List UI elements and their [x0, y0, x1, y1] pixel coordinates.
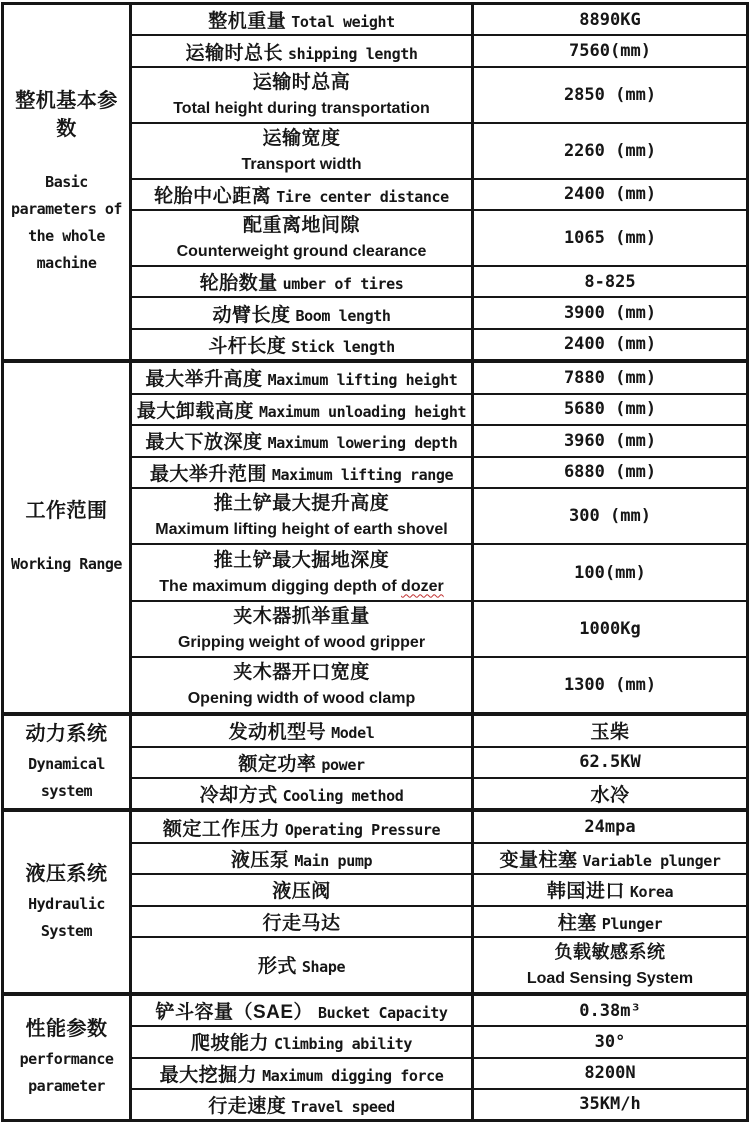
table-row — [132, 600, 746, 656]
param-name-zh: 夹木器开口宽度 — [233, 662, 370, 684]
param-value-text: 2400 (mm) — [563, 334, 657, 355]
param-value-line — [547, 876, 673, 903]
param-value-text: 5680 (mm) — [563, 399, 657, 420]
param-value-en: Variable plunger — [582, 852, 721, 871]
param-name-line — [146, 364, 458, 391]
param-name-en: umber of tires — [282, 275, 404, 294]
table-row — [132, 1057, 746, 1088]
section-rows — [132, 363, 746, 712]
param-name-en: Shape — [301, 958, 346, 977]
param-value-cell — [474, 395, 746, 425]
param-name-en: Gripping weight of wood gripper — [177, 633, 426, 651]
param-name-zh: 发动机型号 — [228, 722, 327, 744]
table-row — [132, 873, 746, 904]
param-value-line — [590, 717, 629, 744]
param-name-en: Opening width of wood clamp — [187, 690, 416, 708]
table-row — [132, 487, 746, 543]
param-name-cell — [132, 658, 474, 712]
category-cell — [4, 996, 132, 1119]
table-row — [132, 543, 746, 599]
param-name-en: Maximum lifting height of earth shovel — [155, 521, 448, 539]
param-name-cell — [132, 180, 474, 209]
param-value-cell — [474, 748, 746, 777]
param-name-zh: 运输时总长 — [185, 42, 284, 64]
param-name-en: Main pump — [294, 852, 373, 871]
table-row — [132, 812, 746, 841]
param-value-zh: 玉柴 — [590, 722, 630, 744]
param-name-cell — [132, 211, 474, 265]
table-row — [132, 424, 746, 456]
param-value-text: 100(mm) — [574, 562, 646, 583]
param-name-line — [155, 997, 447, 1024]
param-value-text: 35KM/h — [579, 1094, 641, 1115]
table-row — [132, 716, 746, 745]
param-name-cell — [132, 426, 474, 456]
param-name-en: Maximum lowering depth — [267, 434, 458, 453]
param-name-cell — [132, 545, 474, 599]
param-value-cell — [474, 1059, 746, 1088]
param-name-cell — [132, 267, 474, 296]
param-value-cell — [474, 996, 746, 1025]
param-value-cell — [474, 211, 746, 265]
table-row — [132, 656, 746, 712]
param-name-zh: 最大挖掘力 — [159, 1064, 258, 1086]
param-value-zh: 负载敏感系统 — [554, 941, 666, 962]
param-value-cell — [474, 267, 746, 296]
table-row — [132, 363, 746, 393]
param-name-zh: 运输时总高 — [252, 71, 351, 93]
param-value-cell — [474, 844, 746, 873]
param-name-en: Maximum unloading height — [258, 402, 467, 421]
param-name-cell — [132, 938, 474, 992]
param-name-zh: 额定功率 — [238, 753, 317, 775]
param-value-text: 300 (mm) — [569, 506, 651, 527]
param-name-en: Counterweight ground clearance — [176, 243, 427, 261]
category-cell — [4, 716, 132, 808]
param-name-zh: 液压阀 — [272, 881, 331, 903]
param-value-cell — [474, 658, 746, 712]
table-row — [132, 5, 746, 34]
param-value-cell — [474, 1090, 746, 1119]
param-name-zh: 最大举升高度 — [145, 369, 263, 391]
table-row — [132, 996, 746, 1025]
param-name-zh: 铲斗容量（SAE） — [155, 1002, 314, 1024]
spec-table — [1, 2, 749, 1122]
param-name-line — [208, 6, 395, 33]
param-name-line — [160, 1060, 444, 1087]
param-name-line — [272, 876, 331, 903]
param-name-zh: 夹木器抓举重量 — [233, 605, 370, 627]
param-name-cell — [132, 748, 474, 777]
param-name-zh: 整机重量 — [208, 11, 287, 33]
param-name-zh: 爬坡能力 — [190, 1033, 269, 1055]
category-cell — [4, 363, 132, 712]
param-name-line — [229, 717, 375, 744]
category-label-en: Working Range — [11, 555, 122, 574]
param-value-text: 30° — [594, 1031, 626, 1052]
param-value-zh: 韩国进口 — [546, 881, 625, 903]
param-name-cell — [132, 68, 474, 122]
param-value-text: 8890KG — [579, 9, 641, 30]
param-value-text: 2400 (mm) — [563, 184, 657, 205]
param-name-en: Total height during transportation — [173, 99, 430, 117]
param-name-en: Maximum digging force — [262, 1066, 444, 1085]
param-value-cell — [474, 298, 746, 327]
table-row — [132, 842, 746, 873]
param-name-zh: 最大卸载高度 — [136, 400, 254, 422]
param-name-cell — [132, 779, 474, 808]
param-name-en: Model — [331, 724, 375, 743]
section-rows — [132, 996, 746, 1119]
param-name-cell — [132, 844, 474, 873]
category-label-zh: 液压系统 — [25, 862, 108, 885]
param-name-zh: 液压泵 — [230, 850, 290, 872]
param-value-cell — [474, 426, 746, 456]
param-value-en: Load Sensing System — [526, 969, 694, 987]
category-label-en: Hydraulic System — [28, 894, 105, 940]
param-value-cell — [474, 875, 746, 904]
param-name-line — [213, 300, 391, 327]
param-value-text: 1065 (mm) — [563, 228, 657, 249]
category-cell — [4, 5, 132, 359]
param-name-line — [200, 780, 404, 807]
param-name-en: The maximum digging depth of dozer — [159, 577, 444, 595]
category-label-zh: 性能参数 — [25, 1018, 108, 1040]
param-value-text: 3960 (mm) — [563, 430, 657, 451]
param-name-zh: 形式 — [257, 956, 297, 978]
param-value-en: Plunger — [601, 914, 663, 933]
param-value-text: 8-825 — [584, 271, 636, 292]
param-value-cell — [474, 812, 746, 841]
param-name-en: Cooling method — [282, 787, 404, 806]
table-row — [132, 122, 746, 178]
category-label-zh: 动力系统 — [25, 722, 108, 745]
param-value-text: 3900 (mm) — [563, 303, 657, 324]
param-value-zh: 水冷 — [590, 785, 630, 807]
param-name-cell — [132, 298, 474, 327]
param-name-cell — [132, 330, 474, 359]
param-name-en: power — [321, 755, 365, 774]
table-row — [132, 1088, 746, 1119]
param-value-text: 0.38m³ — [579, 1000, 641, 1021]
param-name-cell — [132, 602, 474, 656]
param-value-cell — [474, 124, 746, 178]
param-name-en: Travel speed — [291, 1097, 395, 1116]
table-row — [132, 1025, 746, 1056]
param-name-zh: 最大下放深度 — [145, 432, 263, 454]
table-row — [132, 209, 746, 265]
param-name-cell — [132, 1059, 474, 1088]
param-value-line — [499, 845, 720, 872]
param-value-text: 2260 (mm) — [563, 140, 657, 161]
param-name-cell — [132, 1090, 474, 1119]
param-name-zh: 轮胎数量 — [199, 273, 278, 295]
param-value-text: 24mpa — [584, 817, 636, 838]
param-name-line — [231, 845, 372, 872]
param-name-zh: 冷却方式 — [199, 785, 278, 807]
param-name-zh: 运输宽度 — [262, 127, 341, 149]
table-row — [132, 66, 746, 122]
param-name-cell — [132, 996, 474, 1025]
param-name-en: Transport width — [241, 155, 362, 173]
table-row — [132, 905, 746, 936]
param-value-cell — [474, 907, 746, 936]
param-name-line — [163, 814, 440, 841]
param-value-cell — [474, 545, 746, 599]
param-value-cell — [474, 36, 746, 65]
param-name-zh: 行走速度 — [208, 1095, 287, 1117]
param-value-text: 8200N — [584, 1063, 636, 1084]
param-name-line — [191, 1028, 412, 1055]
param-value-cell — [474, 330, 746, 359]
param-name-line — [208, 331, 395, 358]
table-row — [132, 178, 746, 209]
param-value-en: Korea — [629, 883, 674, 902]
param-name-cell — [132, 5, 474, 34]
section-performance — [4, 992, 746, 1119]
category-label-en: Dynamical system — [28, 754, 105, 800]
section-basic-parameters — [4, 5, 746, 359]
category-label-zh: 整机基本参数 — [15, 90, 118, 141]
section-power-system — [4, 712, 746, 808]
param-value-cell — [474, 602, 746, 656]
param-value-cell — [474, 458, 746, 488]
table-row — [132, 328, 746, 359]
param-name-zh: 推土铲最大提升高度 — [213, 493, 390, 515]
param-name-line — [208, 1091, 395, 1118]
param-value-text: 7880 (mm) — [563, 367, 657, 388]
section-rows — [132, 716, 746, 808]
param-name-line — [258, 951, 345, 978]
param-name-en: Boom length — [295, 306, 391, 325]
param-value-line — [558, 908, 662, 935]
misspelled-word: dozer — [401, 577, 444, 595]
param-name-en: Maximum lifting range — [271, 465, 454, 484]
param-name-en: Total weight — [291, 13, 395, 32]
param-name-line — [154, 181, 449, 208]
param-name-en: Stick length — [291, 337, 395, 356]
param-name-cell — [132, 875, 474, 904]
param-name-cell — [132, 363, 474, 393]
param-name-cell — [132, 812, 474, 841]
param-value-text: 2850 (mm) — [563, 84, 657, 105]
param-name-cell — [132, 36, 474, 65]
param-name-en: shipping length — [288, 44, 418, 63]
param-name-zh: 动臂长度 — [212, 304, 291, 326]
param-value-cell — [474, 5, 746, 34]
section-hydraulic-system — [4, 808, 746, 992]
category-cell — [4, 812, 132, 992]
param-value-cell — [474, 938, 746, 992]
param-value-cell — [474, 180, 746, 209]
param-value-text: 7560(mm) — [569, 41, 651, 62]
param-value-text: 6880 (mm) — [563, 462, 657, 483]
param-name-zh: 推土铲最大掘地深度 — [213, 549, 390, 571]
param-value-text: 62.5KW — [579, 752, 641, 773]
param-value-cell — [474, 489, 746, 543]
param-value-cell — [474, 363, 746, 393]
param-name-zh: 额定工作压力 — [162, 818, 280, 840]
param-value-zh: 变量柱塞 — [499, 850, 578, 872]
param-name-en: Climbing ability — [273, 1035, 413, 1054]
table-row — [132, 746, 746, 777]
section-rows — [132, 5, 746, 359]
table-row — [132, 393, 746, 425]
param-name-zh: 配重离地间隙 — [242, 215, 360, 237]
param-name-en: Tire center distance — [276, 187, 449, 206]
param-value-cell — [474, 716, 746, 745]
param-name-line — [186, 38, 418, 65]
param-value-line — [590, 780, 629, 807]
param-name-cell — [132, 716, 474, 745]
section-working-range — [4, 359, 746, 712]
category-label-en: performance parameter — [19, 1050, 114, 1095]
param-name-en: Maximum lifting height — [267, 371, 458, 390]
param-name-line — [262, 908, 340, 935]
param-name-cell — [132, 907, 474, 936]
table-row — [132, 777, 746, 808]
param-name-cell — [132, 124, 474, 178]
param-name-line — [137, 396, 466, 423]
param-value-zh: 柱塞 — [557, 912, 597, 934]
param-name-zh: 最大举升范围 — [149, 463, 267, 485]
param-name-zh: 行走马达 — [262, 912, 341, 934]
param-name-en: Bucket Capacity — [318, 1004, 448, 1023]
category-label-zh: 工作范围 — [25, 500, 108, 523]
section-rows — [132, 812, 746, 992]
category-label-en: Basic parameters of the whole machine — [11, 173, 122, 273]
table-row — [132, 296, 746, 327]
table-row — [132, 34, 746, 65]
param-value-cell — [474, 1027, 746, 1056]
param-name-line — [146, 427, 458, 454]
table-row — [132, 936, 746, 992]
table-row — [132, 456, 746, 488]
param-value-cell — [474, 779, 746, 808]
param-value-cell — [474, 68, 746, 122]
param-value-text: 1300 (mm) — [563, 675, 657, 696]
param-name-en: Operating Pressure — [284, 820, 441, 839]
param-name-cell — [132, 395, 474, 425]
param-name-line — [150, 459, 453, 486]
param-name-zh: 轮胎中心距离 — [154, 185, 272, 207]
param-name-cell — [132, 1027, 474, 1056]
param-name-zh: 斗杆长度 — [208, 335, 287, 357]
param-name-line — [238, 749, 364, 776]
param-name-cell — [132, 458, 474, 488]
table-row — [132, 265, 746, 296]
param-value-text: 1000Kg — [579, 618, 641, 639]
param-name-line — [200, 268, 404, 295]
param-name-cell — [132, 489, 474, 543]
